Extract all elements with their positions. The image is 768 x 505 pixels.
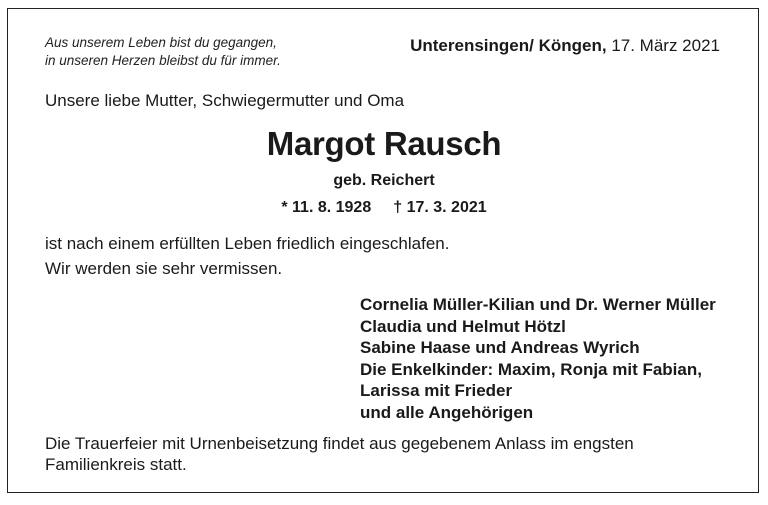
deceased-name: Margot Rausch — [266, 125, 502, 162]
intro-text: Unsere liebe Mutter, Schwiegermutter und Oma — [45, 91, 405, 110]
life-dates — [0, 198, 768, 218]
mourner-line: und alle Angehörigen — [360, 402, 534, 422]
body-line-1: ist nach einem erfüllten Leben friedlich eingeschlafen. — [45, 234, 450, 253]
death-date: † 17. 3. 2021 — [393, 199, 487, 216]
mourner-line: Die Enkelkinder: Maxim, Ronja mit Fabian, — [360, 359, 702, 379]
mourner-line: Larissa mit Frieder — [360, 381, 513, 400]
place-date — [410, 35, 720, 57]
closing-line-1: Die Trauerfeier mit Urnenbeisetzung findet aus gegebenem Anlass im engsten — [45, 434, 634, 453]
mourner-line: Cornelia Müller-Kilian und Dr. Werner Müller — [360, 295, 716, 314]
closing-text — [45, 433, 634, 475]
motto-line-1: Aus unserem Leben bist du gegangen, — [45, 35, 277, 50]
place: Unterensingen/ Köngen, — [410, 36, 607, 55]
maiden-name: geb. Reichert — [333, 172, 435, 189]
motto — [45, 34, 281, 70]
mourner-line: Sabine Haase und Andreas Wyrich — [360, 338, 640, 357]
body-line-2: Wir werden sie sehr vermissen. — [45, 259, 283, 278]
motto-line-2: in unseren Herzen bleibst du für immer. — [45, 53, 281, 68]
closing-line-2: Familienkreis statt. — [45, 455, 187, 474]
mourners-list — [360, 294, 716, 423]
date: 17. März 2021 — [611, 36, 720, 55]
mourner-line: Claudia und Helmut Hötzl — [360, 316, 566, 336]
body-text — [45, 231, 449, 281]
birth-date: * 11. 8. 1928 — [281, 199, 372, 216]
